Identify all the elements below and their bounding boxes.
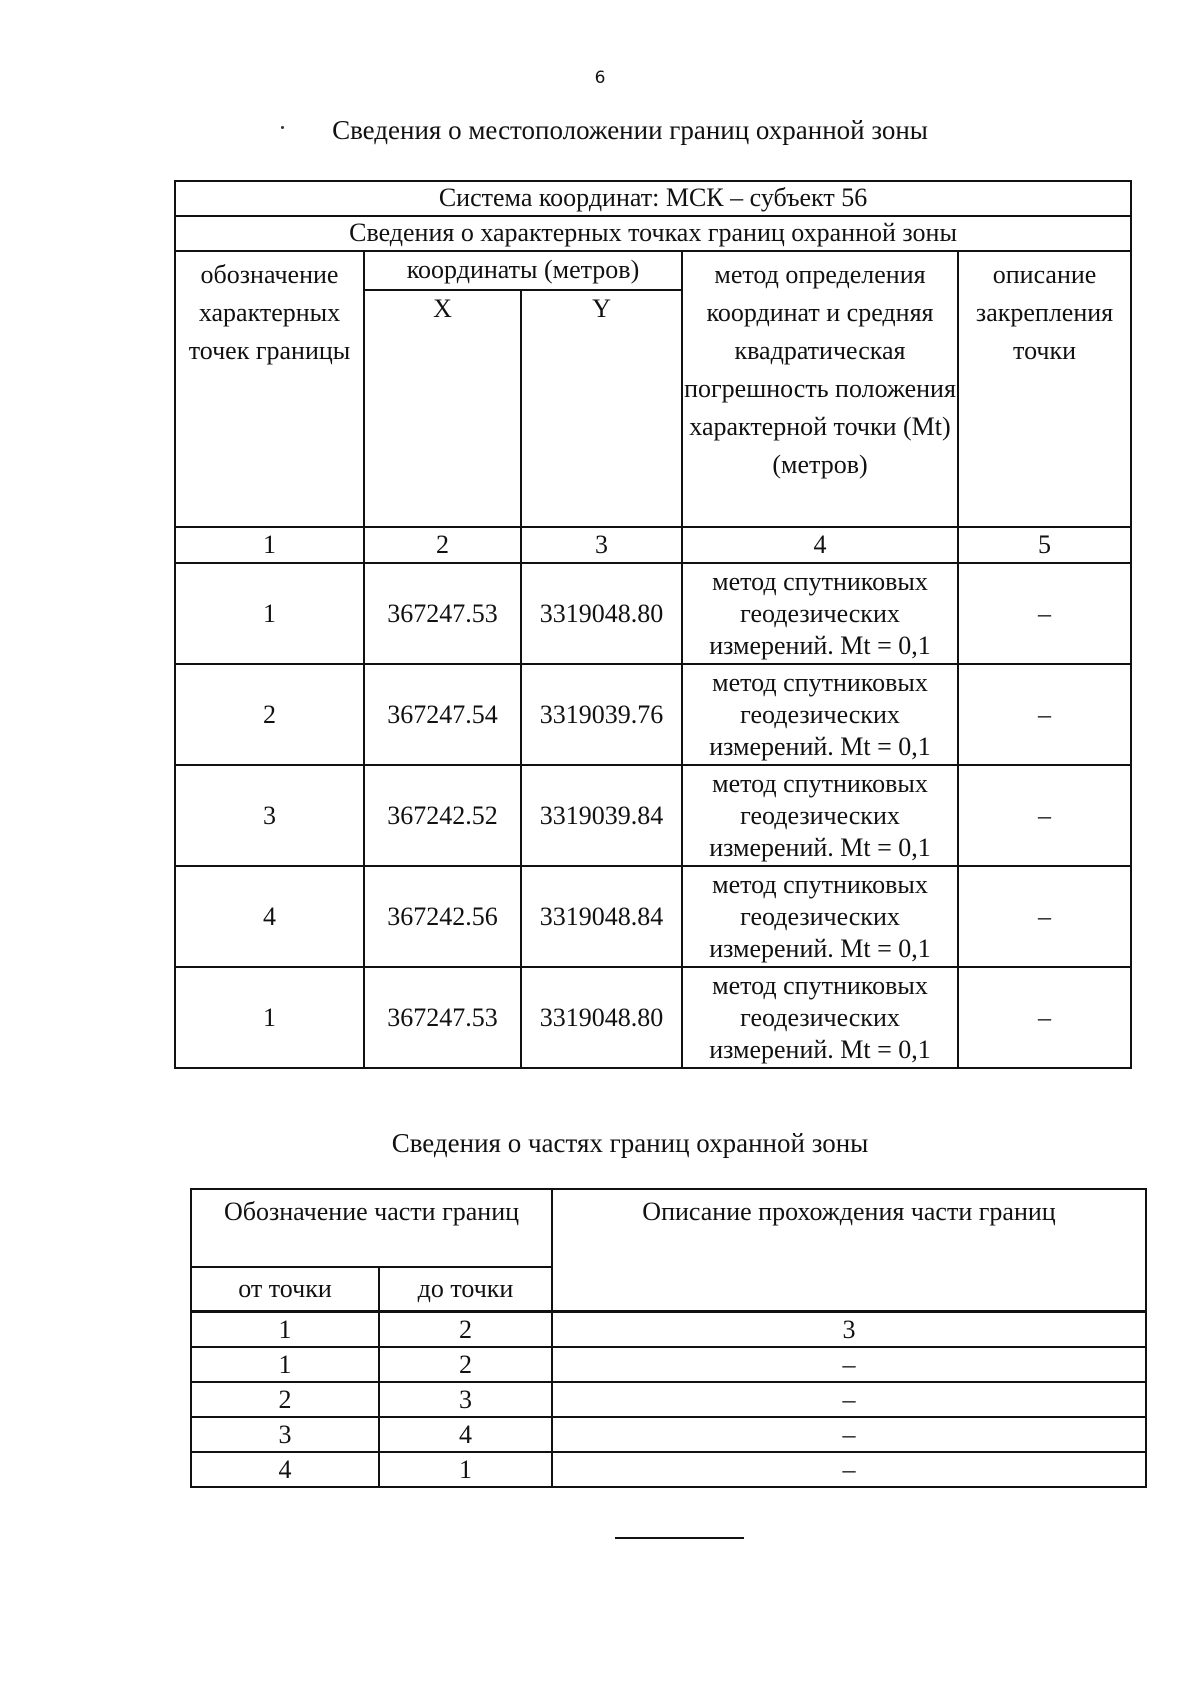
method-cell: метод спутниковых геодезических измерений. Mt = 0,1 — [682, 664, 958, 765]
part-description-cell: – — [552, 1347, 1146, 1382]
description-cell: – — [958, 765, 1131, 866]
to-cell: 2 — [379, 1347, 552, 1382]
to-point-header: до точки — [379, 1267, 552, 1312]
column-number: 1 — [191, 1312, 379, 1348]
description-cell: – — [958, 664, 1131, 765]
boundary-parts-table — [190, 1188, 1147, 1488]
from-cell: 1 — [191, 1347, 379, 1382]
column-number: 2 — [379, 1312, 552, 1348]
column-number: 4 — [682, 527, 958, 563]
point-cell: 2 — [175, 664, 364, 765]
point-cell: 4 — [175, 866, 364, 967]
to-cell: 3 — [379, 1382, 552, 1417]
method-header: метод определения координат и средняя квадратическая погрешность положения характерной точки (Mt) (метров) — [682, 251, 958, 527]
section-row: Сведения о характерных точках границ охранной зоны — [175, 216, 1131, 251]
x-header: X — [364, 290, 521, 527]
table-row — [191, 1452, 1146, 1487]
description-cell: – — [958, 866, 1131, 967]
page-number: 6 — [594, 68, 606, 88]
y-cell: 3319039.84 — [521, 765, 682, 866]
x-cell: 367247.53 — [364, 967, 521, 1068]
column-number: 1 — [175, 527, 364, 563]
y-header: Y — [521, 290, 682, 527]
method-cell: метод спутниковых геодезических измерений. Mt = 0,1 — [682, 563, 958, 664]
from-cell: 2 — [191, 1382, 379, 1417]
column-number: 2 — [364, 527, 521, 563]
description-header: описание закрепления точки — [958, 251, 1131, 527]
part-description-cell: – — [552, 1417, 1146, 1452]
end-rule — [615, 1537, 744, 1539]
boundary-points-table — [174, 180, 1132, 1069]
table-row — [175, 866, 1131, 967]
x-cell: 367242.56 — [364, 866, 521, 967]
coordinate-system-row: Система координат: МСК – субъект 56 — [175, 181, 1131, 216]
y-cell: 3319039.76 — [521, 664, 682, 765]
parts-heading: Сведения о частях границ охранной зоны — [391, 1128, 869, 1158]
part-description-cell: – — [552, 1452, 1146, 1487]
from-cell: 4 — [191, 1452, 379, 1487]
column-number: 3 — [521, 527, 682, 563]
method-cell: метод спутниковых геодезических измерений. Mt = 0,1 — [682, 765, 958, 866]
table-row — [191, 1382, 1146, 1417]
designation-header: обозначение характерных точек границы — [175, 251, 364, 527]
point-cell: 3 — [175, 765, 364, 866]
to-cell: 4 — [379, 1417, 552, 1452]
x-cell: 367247.53 — [364, 563, 521, 664]
y-cell: 3319048.80 — [521, 563, 682, 664]
table-row — [191, 1347, 1146, 1382]
part-designation-header: Обозначение части границ — [191, 1189, 552, 1267]
from-point-header: от точки — [191, 1267, 379, 1312]
method-cell: метод спутниковых геодезических измерений. Mt = 0,1 — [682, 866, 958, 967]
from-cell: 3 — [191, 1417, 379, 1452]
coordinates-header: координаты (метров) — [364, 251, 682, 290]
table-row — [175, 765, 1131, 866]
table-row — [175, 563, 1131, 664]
main-heading: Сведения о местоположении границ охранной зоны — [332, 115, 928, 145]
description-cell: – — [958, 563, 1131, 664]
table-row — [175, 664, 1131, 765]
x-cell: 367247.54 — [364, 664, 521, 765]
y-cell: 3319048.84 — [521, 866, 682, 967]
column-number: 3 — [552, 1312, 1146, 1348]
description-cell: – — [958, 967, 1131, 1068]
x-cell: 367242.52 — [364, 765, 521, 866]
to-cell: 1 — [379, 1452, 552, 1487]
y-cell: 3319048.80 — [521, 967, 682, 1068]
part-description-header: Описание прохождения части границ — [552, 1189, 1146, 1312]
column-number: 5 — [958, 527, 1131, 563]
part-description-cell: – — [552, 1382, 1146, 1417]
table-row — [175, 967, 1131, 1068]
method-cell: метод спутниковых геодезических измерений. Mt = 0,1 — [682, 967, 958, 1068]
point-cell: 1 — [175, 967, 364, 1068]
point-cell: 1 — [175, 563, 364, 664]
table-row — [191, 1417, 1146, 1452]
